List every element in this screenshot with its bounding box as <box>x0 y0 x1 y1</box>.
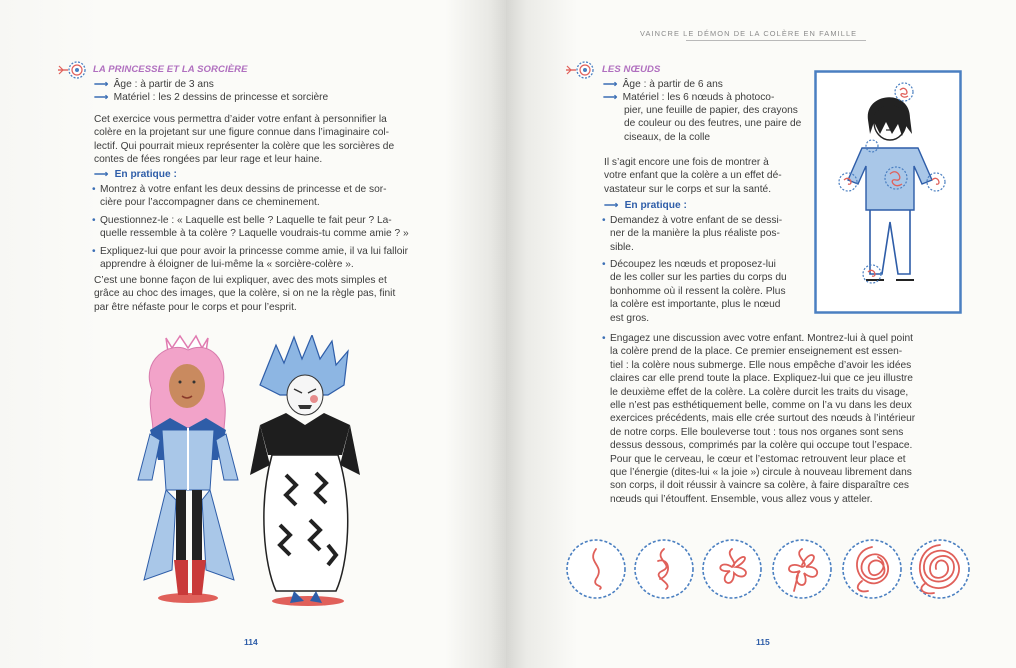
witch-illustration <box>250 335 360 610</box>
page-number-left: 114 <box>244 637 258 647</box>
child-figure-illustration <box>814 70 962 314</box>
exercise-title: LA PRINCESSE ET LA SORCIÈRE <box>93 64 248 75</box>
outro-paragraph: C’est une bonne façon de lui expliquer, avec des mots simples et grâce au choc des images, que la colère, si on ne la règle pas, finit par être néfaste pour le corps et pour l’esprit. <box>94 275 396 313</box>
en-pratique-heading: ⟶ En pratique : <box>94 169 177 180</box>
intro-paragraph: Il s’agit encore une fois de montrer à votre enfant que la colère a un effet dé- vastateur sur le corps et sur la santé. <box>604 157 782 195</box>
right-arrow-icon: ⟶ <box>603 92 618 103</box>
right-arrow-icon: ⟶ <box>94 79 109 90</box>
right-page <box>506 0 1016 668</box>
intro-paragraph: Cet exercice vous permettra d’aider votre enfant à personnifier la colère en la projetant sur une figure connue dans l’imaginaire col- lectif. Qui pourrait mieux représenter la colère que les sorcières de contes de fées rongées par leur rage et leur haine. <box>94 114 395 166</box>
age-line: ⟶ Âge : à partir de 6 ans <box>603 79 723 90</box>
left-page <box>0 0 506 668</box>
right-arrow-icon: ⟶ <box>603 79 618 90</box>
en-pratique-heading: ⟶ En pratique : <box>604 200 687 211</box>
page-number-right: 115 <box>756 637 770 647</box>
materiel-continuation: pier, une feuille de papier, des crayons de couleur ou des feutres, une paire de ciseaux, de la colle <box>624 105 802 143</box>
bullet-item: • Découpez les nœuds et proposez-lui de les coller sur les parties du corps du bonhomme où il ressent la colère. Plus la colère est importante, plus le nœud est gros. <box>610 258 810 325</box>
exercise-title: LES NŒUDS <box>602 64 661 75</box>
age-line: ⟶ Âge : à partir de 3 ans <box>94 79 214 90</box>
materiel-line: ⟶ Matériel : les 2 dessins de princesse et sorcière <box>94 92 329 103</box>
bullet-item: • Montrez à votre enfant les deux dessins de princesse et de sor- cière pour l’accompagner dans ce cheminement. <box>100 183 430 210</box>
knots-row-illustration <box>562 535 972 605</box>
right-arrow-icon: ⟶ <box>94 92 109 103</box>
right-arrow-icon: ⟶ <box>604 200 619 211</box>
target-icon <box>58 60 88 80</box>
bullet-item: • Expliquez-lui que pour avoir la princesse comme amie, il va lui falloir apprendre à éloigner de lui-même la « sorcière-colère ». <box>100 245 430 272</box>
bullet-item: • Demandez à votre enfant de se dessi- ner de la manière la plus réaliste pos- sible. <box>610 214 810 254</box>
materiel-line: ⟶ Matériel : les 6 nœuds à photoco- <box>603 92 775 103</box>
header-underline <box>686 40 866 41</box>
running-header: VAINCRE LE DÉMON DE LA COLÈRE EN FAMILLE <box>640 29 858 38</box>
bullet-item: • Engagez une discussion avec votre enfant. Montrez-lui à quel point la colère prend de la place. Ce premier enseignement est essen- tiel : la colère nous submerge. Elle nous empêche d’avoir les idées claires car elle prend toute la place. Expliquez-lui que ce jeu illustre le deuxième effet de la colère. La colère durcit les traits du visage, elle n’est pas esthétiquement belle, comme on l’a vu dans les deux exercices précédents, mais elle crée surtout des nœuds à l’intérieur de notre corps. Elle bouleverse tout : tous nos organes sont sens dessus dessous, comprimés par la colère qui occupe tout l’espace. Pour que le cerveau, le cœur et l’estomac retrouvent leur place et que l’énergie (dites-lui « la joie ») circule à nouveau librement dans son corps, il doit réussir à vaincre sa colère, à faire disparaître ces nœuds qui l’étouffent. Ensemble, vous allez vous y atteler. <box>610 332 950 506</box>
right-arrow-icon: ⟶ <box>94 169 109 180</box>
bullet-item: • Questionnez-le : « Laquelle est belle ? Laquelle te fait peur ? La- quelle ressemble à ta colère ? Laquelle voudrais-tu comme amie ? » <box>100 214 430 241</box>
princess-illustration <box>130 330 250 610</box>
knot-icon <box>843 540 901 598</box>
target-icon <box>566 60 596 80</box>
